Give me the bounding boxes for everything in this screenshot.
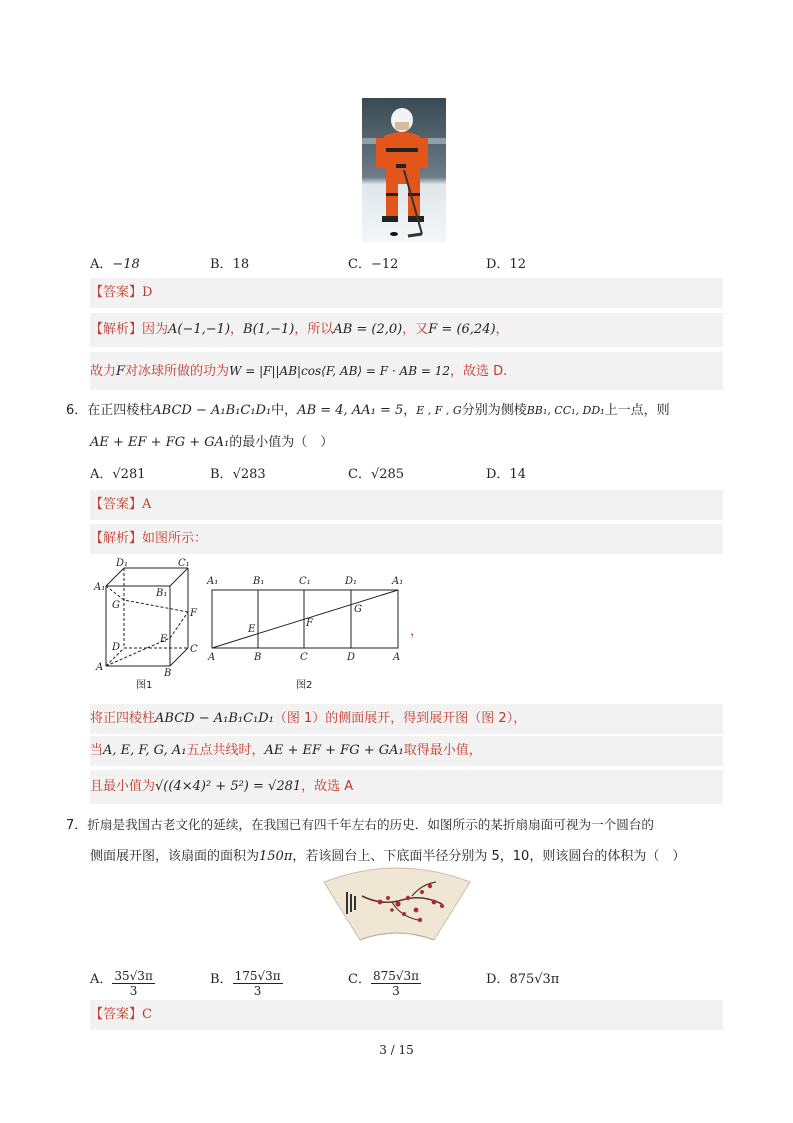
fig2-bottom-3: D	[347, 652, 356, 663]
q6-option-b: B．√283	[210, 467, 266, 482]
expl-text: （图 1）的侧面展开，得到展开图（图 2），	[273, 711, 527, 726]
q6-stem-line1	[66, 400, 726, 422]
q7-option-b: B． $\frac{175√3\pi}{3}$	[210, 969, 281, 998]
answer-label: 【答案】	[90, 497, 143, 512]
q6-expl-line1	[90, 704, 723, 734]
fig2-top-1: B₁	[253, 576, 265, 587]
stem-text: ，	[403, 403, 417, 418]
prism-name: ABCD − A₁B₁C₁D₁	[155, 711, 274, 726]
q6-expl-line3	[90, 770, 723, 804]
q7-option-c: C． $\frac{875√3\pi}{3}$	[348, 969, 420, 998]
points-efg: E , F , G	[416, 404, 462, 417]
q7-answer	[90, 1000, 723, 1030]
q7-option-d: D．875√3π	[486, 972, 560, 987]
expl-text: 且最小值为	[90, 779, 156, 794]
q6-figure	[90, 556, 406, 692]
analysis-text: ，故选 D.	[450, 364, 508, 379]
force-symbol: F	[116, 364, 126, 379]
analysis-text: 因为	[142, 322, 169, 337]
stem-text: 分别为侧棱	[461, 403, 527, 418]
analysis-text: 对冰球所做的功为	[125, 364, 230, 379]
analysis-text: 如图所示：	[142, 531, 208, 546]
hockey-player-photo	[362, 98, 446, 242]
stem-text: 中，	[271, 403, 298, 418]
expl-text: ，故选 A	[301, 779, 354, 794]
vector-ab: AB = (2,0)	[333, 322, 403, 337]
q5-answer	[90, 278, 723, 308]
fig1-label-c1: C₁	[178, 558, 190, 569]
expl-text: 当	[90, 743, 104, 758]
fig1-label-a: A	[96, 662, 104, 673]
stem-text: 在正四棱柱	[87, 403, 153, 418]
analysis-text: ，	[230, 322, 244, 337]
stem-text: 上一点，则	[604, 403, 670, 418]
fig2-label-f: F	[306, 618, 313, 629]
force-f: F = (6,24)	[428, 322, 496, 337]
question-number: 6．	[66, 403, 88, 418]
q7-stem-line1	[66, 814, 726, 836]
expl-text: 将正四棱柱	[90, 711, 156, 726]
analysis-text: ，所以	[294, 322, 334, 337]
q7-options	[90, 960, 723, 996]
stem-text: 折扇是我国古老文化的延续，在我国已有四千年左右的历史．如图所示的某折扇扇面可视为一个圆台的	[87, 817, 654, 832]
work-formula: W = |F||AB|cos⟨F, AB⟩ = F · AB = 12	[229, 364, 450, 378]
fig1-label-d1: D₁	[116, 558, 129, 569]
q5-option-d: D．12	[486, 257, 526, 272]
fig2-label-e: E	[248, 624, 256, 635]
answer-value: C	[142, 1007, 152, 1022]
fig2-caption: 图2	[296, 680, 313, 691]
answer-label: 【答案】	[90, 285, 143, 300]
q7-stem-line2	[90, 846, 726, 868]
question-number: 7．	[66, 818, 88, 833]
expl-text: 五点共线时，	[186, 743, 265, 758]
answer-value: A	[142, 497, 152, 512]
fig1-label-a1: A₁	[94, 582, 106, 593]
fig1-label-b1: B₁	[156, 588, 168, 599]
q5-option-c: C．−12	[348, 257, 399, 272]
q6-expl-line2	[90, 736, 723, 766]
point-b: B(1,−1)	[243, 322, 295, 337]
q5-analysis-line2	[90, 352, 723, 390]
analysis-text: ，	[495, 322, 509, 337]
q6-option-a: A．√281	[90, 467, 146, 482]
q5-analysis-line1	[90, 313, 723, 347]
q5-option-b: B．18	[210, 257, 250, 272]
q7-option-a: A． $\frac{35√3\pi}{3}$	[90, 969, 153, 998]
collinear-points: A, E, F, G, A₁	[103, 743, 187, 758]
fig2-bottom-4: A	[393, 652, 401, 663]
q6-options	[90, 464, 723, 486]
q6-option-c: C．√285	[348, 467, 405, 482]
fig2-top-0: A₁	[207, 576, 219, 587]
fig1-label-f: F	[190, 608, 197, 619]
analysis-text: ，又	[402, 322, 429, 337]
fig2-label-g: G	[354, 604, 362, 615]
fig2-top-4: A₁	[392, 576, 404, 587]
fig2-top-3: D₁	[345, 576, 358, 587]
stem-text: 侧面展开图，该扇面的面积为	[90, 849, 260, 864]
min-value-formula: √((4×4)² + 5²) = √281	[155, 779, 302, 794]
stem-text: ，若该圆台上、下底面半径分别为 5，10，则该圆台的体积为（ ）	[292, 849, 686, 864]
fig2-bottom-0: A	[208, 652, 216, 663]
prism-name: ABCD − A₁B₁C₁D₁	[152, 403, 272, 418]
prism-dimensions: AB = 4, AA₁ = 5	[297, 403, 404, 418]
q6-option-d: D．14	[486, 467, 526, 482]
area-value: 150π	[259, 849, 293, 864]
fig1-label-c: C	[190, 644, 198, 655]
path-sum: AE + EF + FG + GA₁	[90, 435, 230, 450]
fig2-bottom-1: B	[254, 652, 262, 663]
fig1-label-d: D	[112, 642, 121, 653]
figure-comma: ，	[410, 624, 424, 639]
answer-label: 【答案】	[90, 1007, 143, 1022]
fig1-label-e: E	[160, 634, 168, 645]
expl-text: 取得最小值，	[403, 743, 482, 758]
q6-answer	[90, 490, 723, 520]
q6-stem-line2	[90, 432, 720, 454]
analysis-label: 【解析】	[90, 322, 143, 337]
stem-text: 的最小值为（ ）	[229, 435, 334, 450]
fig2-bottom-2: C	[300, 652, 308, 663]
q6-analysis	[90, 524, 723, 554]
q5-options	[90, 253, 723, 273]
fig1-label-b: B	[164, 668, 172, 679]
point-a: A(−1,−1)	[168, 322, 231, 337]
analysis-text: 故力	[90, 364, 117, 379]
fig1-label-g: G	[112, 600, 120, 611]
fig1-caption: 图1	[136, 680, 153, 691]
folding-fan-image	[322, 866, 472, 944]
fig2-top-2: C₁	[299, 576, 311, 587]
path-sum: AE + EF + FG + GA₁	[264, 743, 404, 758]
side-edges: BB₁, CC₁, DD₁	[526, 404, 605, 417]
answer-value: D	[142, 285, 153, 300]
page-number: 3 / 15	[379, 1043, 414, 1057]
analysis-label: 【解析】	[90, 531, 143, 546]
prism-diagram	[90, 556, 406, 692]
q5-option-a: A．−18	[90, 257, 140, 272]
